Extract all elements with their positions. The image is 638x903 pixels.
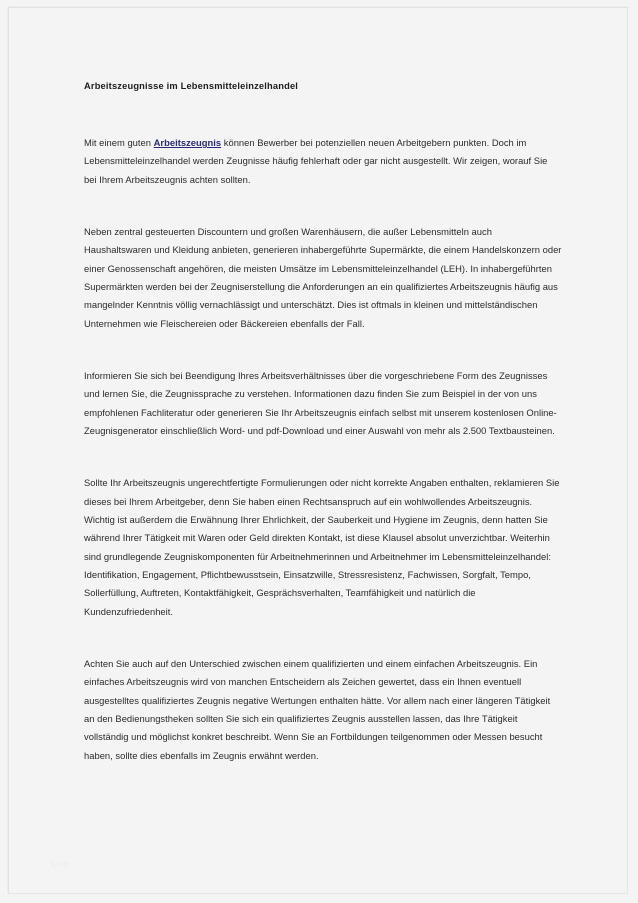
page-frame — [8, 7, 628, 894]
paragraph-reklamation: Sollte Ihr Arbeitszeugnis ungerechtfertigte Formulierungen oder nicht korrekte Angaben enthalten, reklamieren Sie dieses bei Ihrem Arbeitgeber, denn Sie haben einen Rechtsanspruch auf ein wohlwollendes Arbeitszeugnis. Wichtig ist außerdem die Erwähnung Ihrer Ehrlichkeit, der Sauberkeit und Hygiene im Zeugnis, denn hatten Sie während Ihrer Tätigkeit mit Waren oder Geld direkten Kontakt, ist diese Klausel absolut unverzichtbar. Weiterhin sind grundlegende Zeugniskomponenten für Arbeitnehmerinnen und Arbeitnehmer im Lebensmitteleinzelhandel: Identifikation, Engagement, Pflichtbewusstsein, Einsatzwille, Stressresistenz, Fachwissen, Sorgfalt, Tempo, Sollerfüllung, Auftreten, Kontaktfähigkeit, Gesprächsverhalten, Teamfähigkeit und natürlich die Kundenzufriedenheit. — [84, 477, 560, 617]
paragraph-zeugnisgenerator: Informieren Sie sich bei Beendigung Ihres Arbeitsverhältnisses über die vorgeschriebene Form des Zeugnisses und lernen Sie, die Zeugnissprache zu verstehen. Informationen dazu finden Sie zum Beispiel in der von uns empfohlenen Fachliteratur oder generieren Sie Ihr Arbeitszeugnis einfach selbst mit unserem kostenlosen Online-Zeugnisgenerator einschließlich Word- und pdf-Download und einer Auswahl von mehr als 2.500 Textbausteinen. — [84, 369, 557, 436]
footer-blog-label[interactable]: Blog — [50, 859, 70, 869]
document-body — [84, 80, 562, 765]
paragraph-intro — [84, 134, 562, 189]
paragraph-intro-text-after-link: können Bewerber bei potenziellen neuen Arbeitgebern punkten. Doch im Lebensmitteleinzelhandel werden Zeugnisse häufig fehlerhaft oder gar nicht ausgestellt. Wir zeigen, worauf Sie bei Ihrem Arbeitszeugnis achten sollten. — [84, 137, 548, 185]
paragraph-intro-text-before-link: Mit einem guten — [84, 137, 154, 149]
paragraph-qualifiziert-vs-einfach: Achten Sie auch auf den Unterschied zwischen einem qualifizierten und einem einfachen Arbeitszeugnis. Ein einfaches Arbeitszeugnis wird von manchen Entscheidern als Zeichen gewertet, dass ein Ihnen eventuell ausgestelltes qualifiziertes Zeugnis negative Wertungen enthalten hätte. Vor allem nach einer längeren Tätigkeit an den Bedienungstheken sollten Sie sich ein qualifiziertes Zeugnis ausstellen lassen, das Ihre Tätigkeit vollständig und möglichst konkret beschreibt. Wenn Sie an Fortbildungen teilgenommen oder Messen besucht haben, sollte dies ebenfalls im Zeugnis erwähnt werden. — [84, 657, 551, 761]
page-title: Arbeitszeugnisse im Lebensmitteleinzelhandel — [84, 81, 299, 91]
paragraph-market-overview: Neben zentral gesteuerten Discountern und großen Warenhäusern, die außer Lebensmitteln auch Haushaltswaren und Kleidung anbieten, generieren inhabergeführte Supermärkte, die einem Handelskonzern oder einer Genossenschaft angehören, die meisten Umsätze im Lebensmitteleinzelhandel (LEH). In inhabergeführten Supermärkten werden bei der Zeugniserstellung die Anforderungen an ein qualifiziertes Arbeitszeugnis häufig aus mangelnder Kenntnis völlig vernachlässigt und unterschätzt. Dies ist oftmals in kleinen und mittelständischen Unternehmen wie Fleischereien oder Bäckereien ebenfalls der Fall. — [84, 226, 562, 329]
arbeitszeugnis-link[interactable]: Arbeitszeugnis — [153, 137, 222, 149]
